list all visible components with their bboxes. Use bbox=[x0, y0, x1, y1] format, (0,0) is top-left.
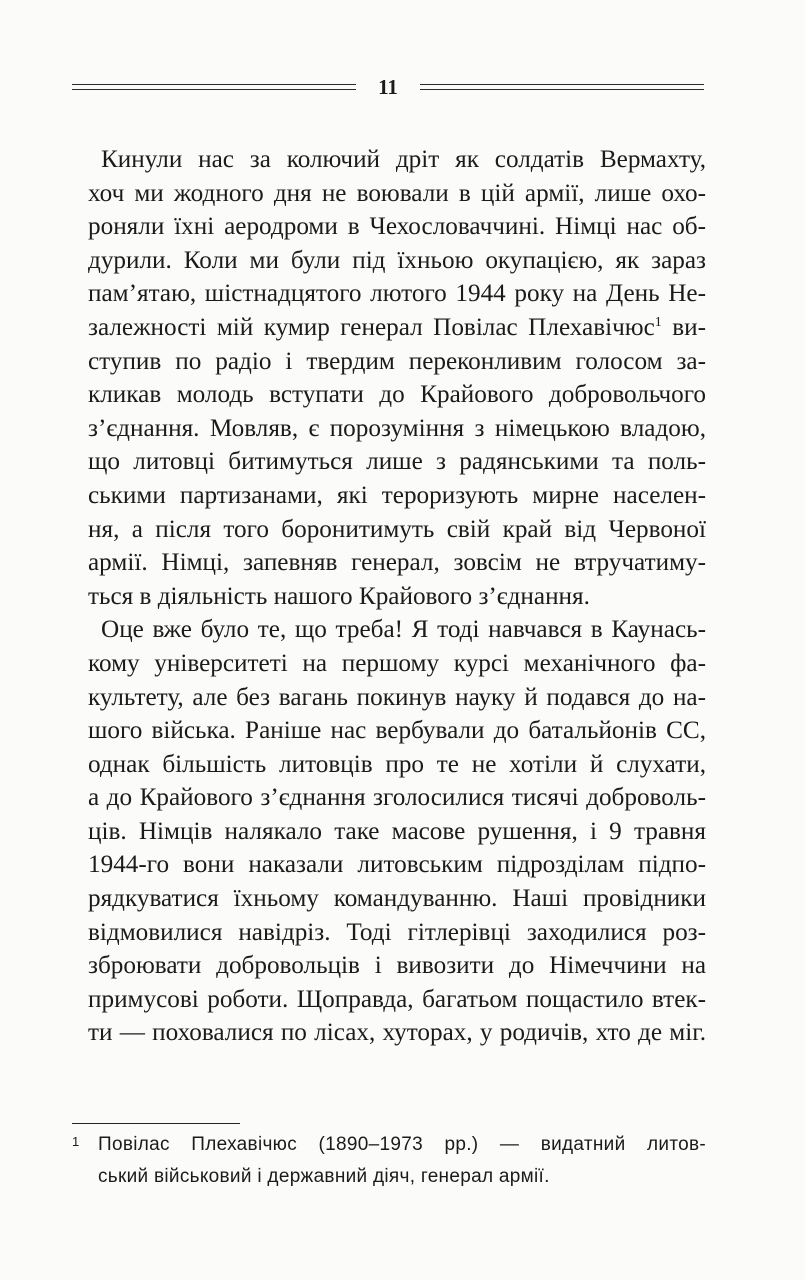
text-line-start: залежності мій кумир генерал Повілас Плехавічюс bbox=[88, 313, 655, 341]
text-line-end: ви- bbox=[672, 313, 707, 341]
text-line: ськими партизанами, які тероризують мирне населен- bbox=[88, 481, 706, 509]
text-line: ступив по радіо і твердим переконливим голосом за- bbox=[88, 347, 706, 375]
paragraph-1 bbox=[88, 143, 706, 613]
header-rule-left bbox=[72, 84, 356, 90]
text-line: дурили. Коли ми були під їхньою окупацією, як зараз bbox=[88, 246, 706, 274]
text-line: Оце вже було те, що треба! Я тоді навчався в Каунась- bbox=[101, 616, 706, 644]
text-line-with-footnote bbox=[88, 311, 706, 345]
text-line: шого війська. Раніше нас вербували до батальйонів СС, bbox=[88, 717, 706, 745]
footnote-mark: 1 bbox=[72, 1134, 80, 1149]
text-line: відмовилися навідріз. Тоді гітлерівці заходилися роз- bbox=[88, 918, 706, 946]
text-line: ців. Німців налякало таке масове рушення, і 9 травня bbox=[88, 817, 706, 845]
text-line: що литовці битимуться лише з радянськими та поль- bbox=[88, 448, 706, 476]
text-line: ня, а після того боронитимуть свій край від Червоної bbox=[88, 515, 706, 543]
text-line: Кинули нас за колючий дріт як солдатів Вермахту, bbox=[101, 146, 706, 173]
header-rule-right bbox=[420, 84, 704, 90]
text-line: армії. Німці, запевняв генерал, зовсім не втручатиму- bbox=[88, 549, 706, 577]
footnote-divider bbox=[72, 1123, 240, 1124]
footnote-body bbox=[98, 1129, 706, 1193]
text-line: 1944-го вони наказали литовським підрозділам підпо- bbox=[88, 851, 706, 879]
body-text bbox=[88, 143, 706, 1050]
text-line: кликав молодь вступати до Крайового добровольчого bbox=[88, 381, 706, 409]
page-number: 11 bbox=[378, 74, 398, 99]
text-line: зброювати добровольців і вивозити до Німеччини на bbox=[88, 952, 706, 980]
text-line: ти — поховалися по лісах, хуторах, у родичів, хто де міг. bbox=[88, 1019, 706, 1047]
text-line: а до Крайового з’єднання зголосилися тисячі доброволь- bbox=[88, 784, 706, 812]
footnote-line: ський військовий і державний діяч, генерал армії. bbox=[98, 1166, 550, 1187]
text-line: кому університеті на першому курсі механічного фа- bbox=[88, 649, 706, 677]
text-line: пам’ятаю, шістнадцятого лютого 1944 року на День Не- bbox=[88, 280, 706, 308]
text-line: рядкуватися їхньому командуванню. Наші провідники bbox=[88, 885, 706, 913]
text-line: з’єднання. Мовляв, є порозуміння з німецькою владою, bbox=[88, 414, 706, 442]
text-line: примусові роботи. Щоправда, багатьом пощастило втек- bbox=[88, 985, 706, 1013]
page-header bbox=[72, 70, 704, 104]
text-line: ться в діяльність нашого Крайового з’єднання. bbox=[88, 582, 590, 610]
footnote-line: Повілас Плехавічюс (1890–1973 рр.) — видатний литов- bbox=[98, 1134, 706, 1155]
text-line: хоч ми жодного дня не воювали в цій армії, лише охо- bbox=[88, 179, 706, 207]
text-line: роняли їхні аеродроми в Чехословаччині. Німці нас об- bbox=[88, 213, 706, 241]
text-line: однак більшість литовців про те не хотіли й слухати, bbox=[88, 750, 706, 778]
footnote-reference[interactable]: 1 bbox=[654, 314, 662, 330]
paragraph-2 bbox=[88, 613, 706, 1050]
text-line: культету, але без вагань покинув науку й подався до на- bbox=[88, 683, 706, 711]
